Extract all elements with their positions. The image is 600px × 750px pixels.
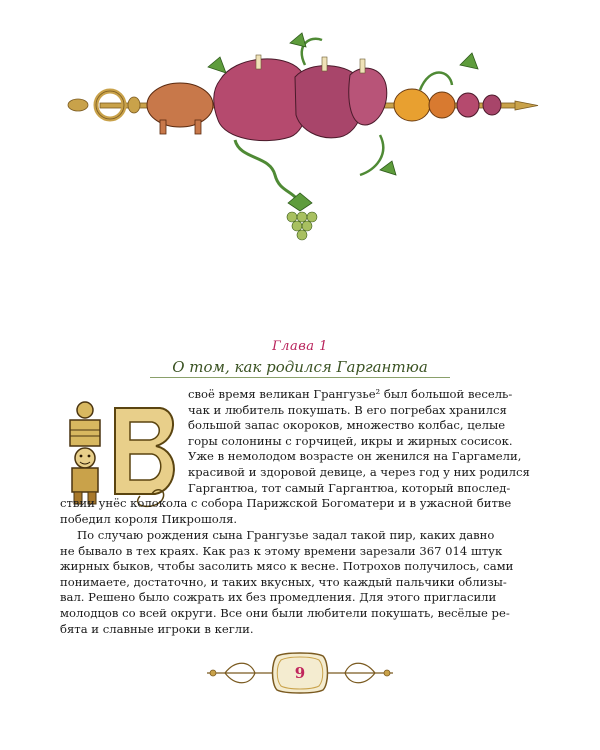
text-line: большой запас окороков, множество колбас, целые	[188, 418, 506, 433]
text-line: своё время великан Грангузье² был большой весель-	[188, 387, 513, 401]
title-underline	[150, 377, 450, 378]
page-number: 9	[294, 664, 306, 682]
skewer-illustration-icon	[60, 25, 540, 250]
text-line: ствии унёс колокола с собора Парижской Богоматери и в ужасной битве	[60, 496, 512, 511]
text-line: жирных быков, чтобы засолить мясо к весне. Потрохов получилось, сами	[60, 559, 514, 574]
text-line: молодцов со всей округи. Все они были любители покушать, весёлые ре-	[60, 605, 510, 620]
text-line: красивой и здоровой девице, а через год у них родился	[188, 464, 530, 479]
text-line: победил короля Пикрошоля.	[60, 511, 238, 526]
text-line: понимаете, достаточно, и таких вкусных, что каждый пальчики облизы-	[60, 574, 507, 589]
text-line: чак и любитель покушать. В его погребах хранился	[188, 402, 507, 417]
text-line: Гаргантюа, тот самый Гаргантюа, который впослед-	[188, 480, 511, 495]
chapter-title: О том, как родился Гаргантюа	[172, 358, 428, 376]
text-line: не бывало в тех краях. Как раз к этому времени зарезали 367 014 штук	[60, 543, 503, 558]
paragraph-1	[60, 387, 545, 527]
text-line: бята и славные игроки в кегли.	[60, 621, 254, 636]
chapter-label: Глава 1	[272, 339, 328, 354]
text-line: По случаю рождения сына Грангузье задал такой пир, каких давно	[77, 528, 495, 542]
text-line: горы солонины с горчицей, икры и жирных сосисок.	[188, 433, 513, 448]
text-line: Уже в немолодом возрасте он женился на Гаргамели,	[188, 449, 522, 464]
paragraph-2	[60, 528, 545, 637]
text-line: вал. Решено было сожрать их без промедления. Для этого пригласили	[60, 590, 497, 605]
